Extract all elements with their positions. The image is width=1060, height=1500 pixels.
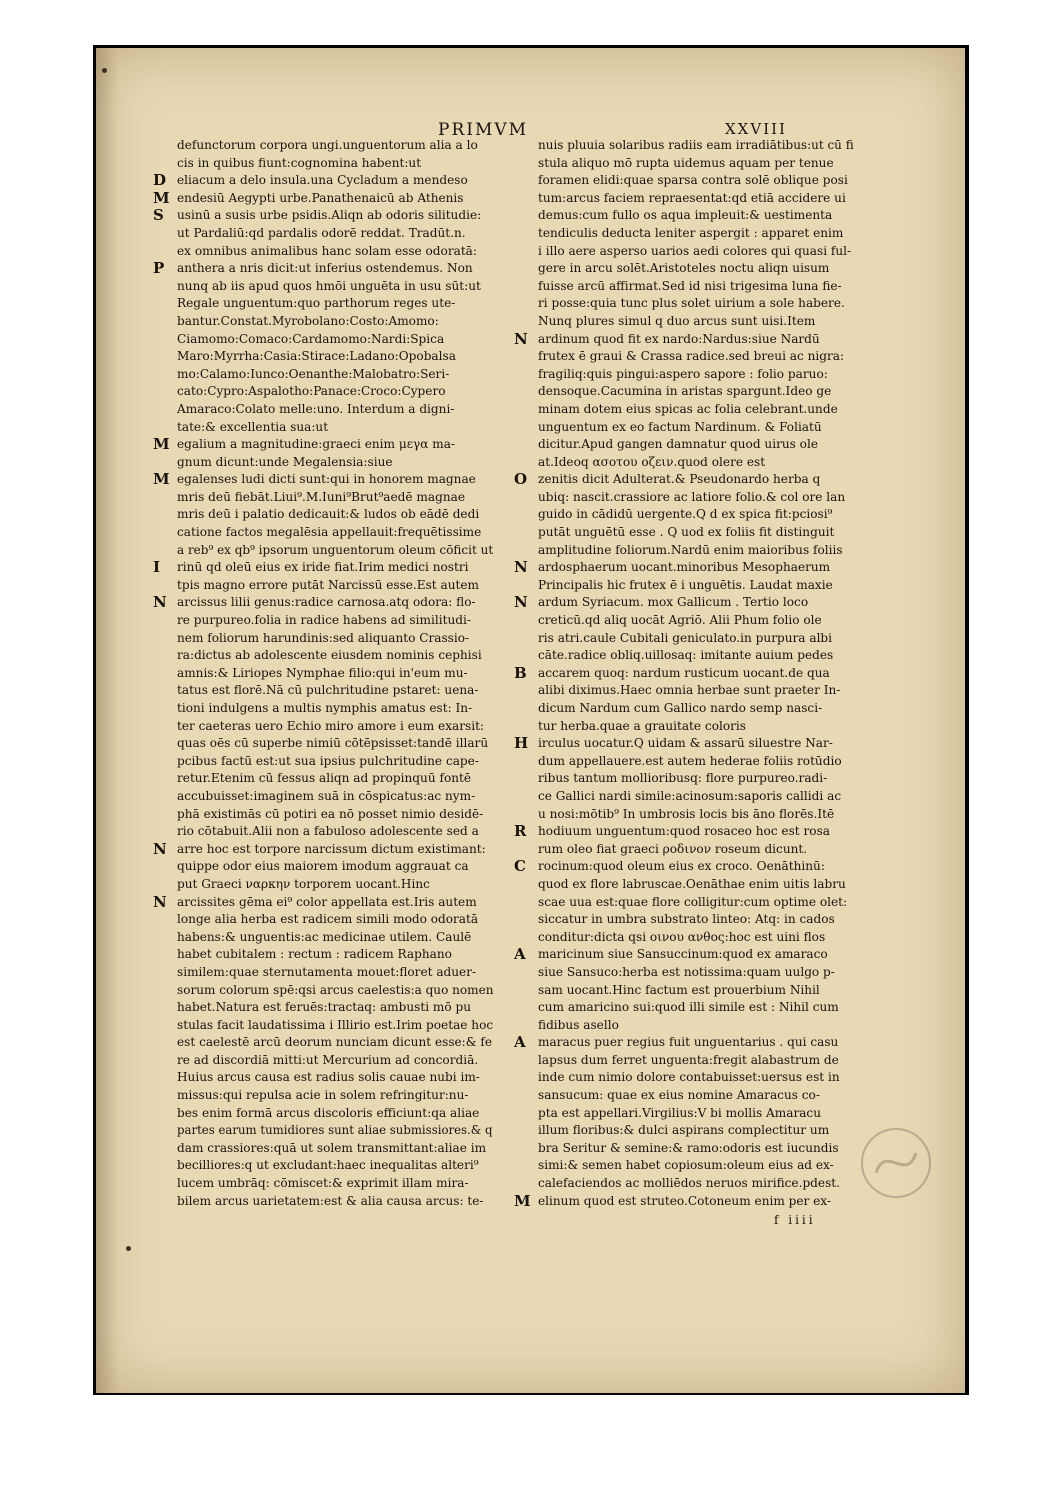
marginal-initial: D [153,171,167,190]
text-line [514,1034,854,1052]
line-text: put Graeci ναρκην torporem uocant.Hinc [177,876,430,891]
marginal-initial: R [514,822,527,841]
marginal-initial: N [514,329,528,348]
text-line [153,542,493,560]
line-text: quod ex flore labruscae.Oenāthae enim uitis labru [538,876,846,891]
line-text: guido in cādidū uergente.Q d ex spica fit:pciosi⁹ [538,507,833,522]
line-text: unguentum ex eo factum Nardinum. & Foliatū [538,419,822,434]
text-column-right [514,137,854,1210]
line-text: nunq ab iis apud quos hmōi unguēta in usu sūt:ut [177,278,481,293]
line-text: arre hoc est torpore narcissum dictum existimant: [177,841,486,856]
library-stamp [856,1123,936,1203]
line-text: tpis magno errore putāt Narcissū esse.Est autem [177,577,479,592]
line-text: ardinum quod fit ex nardo:Nardus:siue Nardū [538,331,820,346]
line-text: dam crassiores:quā ut solem transmittant:aliae im [177,1140,487,1155]
text-line [153,718,493,736]
line-text: a reb⁹ ex qb⁹ ipsorum unguentorum oleum cōficit ut [177,542,494,557]
text-line [153,225,493,243]
line-text: i illo aere asperso uarios aedi colores qui quasi ful- [538,243,852,258]
line-text: egalenses ludi dicti sunt:qui in honorem magnae [177,472,476,487]
line-text: ri posse:quia tunc plus solet uirium a sole habere. [538,296,845,311]
line-text: densoque.Cacumina in aristas spargunt.Ideo ge [538,384,832,399]
line-text: longe alia herba est radicem simili modo odoratā [177,912,479,927]
line-text: alibi diximus.Haec omnia herbae sunt praeter In- [538,683,841,698]
marginal-initial: N [153,593,167,612]
text-line [153,682,493,700]
text-line [514,700,854,718]
text-line [153,594,493,612]
line-text: sansucum: quae ex eius nomine Amaracus co- [538,1088,820,1103]
text-line [514,823,854,841]
text-line [153,313,493,331]
text-line [153,489,493,507]
signature-mark: f iiii [774,1213,816,1227]
line-text: ex omnibus animalibus hanc solam esse odoratā: [177,243,477,258]
text-line [514,946,854,964]
text-line [153,946,493,964]
line-text: ardum Syriacum. mox Gallicum . Tertio loco [538,595,809,610]
line-text: siue Sansuco:herba est notissima:quam uulgo p- [538,964,835,979]
text-line [514,366,854,384]
text-line [514,682,854,700]
text-line [153,295,493,313]
line-text: quippe odor eius maiorem imodum aggrauat ca [177,859,469,874]
text-line [153,612,493,630]
line-text: ardosphaerum uocant.minoribus Mesophaerum [538,560,831,575]
page-gutter-shadow [96,48,118,1393]
text-line [153,1034,493,1052]
line-text: pcibus factū est:ut sua ipsius pulchritudine cape- [177,753,479,768]
line-text: cato:Cypro:Aspalotho:Panace:Croco:Cypero [177,384,446,399]
line-text: habet cubitalem : rectum : radicem Raphano [177,947,452,962]
marginal-initial: P [153,259,165,278]
text-line [514,542,854,560]
line-text: lapsus dum ferret unguenta:fregit alabastrum de [538,1052,839,1067]
text-line [514,471,854,489]
marginal-initial: N [514,593,528,612]
text-line [153,401,493,419]
text-line [514,1193,854,1211]
line-text: gere in arcu solēt.Aristoteles noctu aliqn uisum [538,261,830,276]
text-line [514,964,854,982]
line-text: nuis pluuia solaribus radiis eam irradiātibus:ut cū fi [538,138,854,152]
line-text: stulas facit laudatissima i Illirio est.Irim poetae hoc [177,1017,494,1032]
line-text: rum oleo fiat graeci ροδινον roseum dicunt. [538,841,808,856]
line-text: mo:Calamo:Iunco:Oenanthe:Malobatro:Seri- [177,366,450,381]
text-line [153,753,493,771]
line-text: defunctorum corpora ungi.unguentorum alia a lo [177,138,478,152]
line-text: endesiū Aegypti urbe.Panathenaicū ab Athenis [177,190,464,205]
line-text: dum appellauere.est autem hederae foliis rotūdio [538,753,842,768]
text-line [153,190,493,208]
text-line [514,894,854,912]
line-text: becilliores:q ut excludant:haec inequalitas alteri⁹ [177,1158,479,1173]
line-text: habet.Natura est feruēs:tractaq: ambusti mō pu [177,1000,472,1015]
marginal-initial: N [153,839,167,858]
text-line [514,506,854,524]
line-text: tate:& excellentia sua:ut [177,419,329,434]
text-line [514,577,854,595]
line-text: stula aliquo mō rupta uidemus aquam per tenue [538,155,834,170]
text-line [153,137,493,155]
line-text: bra Seritur & semine:& ramo:odoris est iucundis [538,1140,839,1155]
text-line [153,577,493,595]
line-text: bes enim formā arcus discoloris efficiunt:qa aliae [177,1105,480,1120]
text-column-left [153,137,493,1210]
text-line [514,243,854,261]
line-text: foramen elidi:quae sparsa contra solē oblique posi [538,173,848,188]
book-page [96,48,965,1393]
text-line [514,911,854,929]
line-text: rocinum:quod oleum eius ex croco. Oenāthinū: [538,859,825,874]
text-line [153,348,493,366]
text-line [514,260,854,278]
line-text: at.Ideoq ασοτου οζειν.quod olere est [538,454,766,469]
line-text: hodiuum unguentum:quod rosaceo hoc est rosa [538,824,830,839]
line-text: gnum dicunt:unde Megalensia:siue [177,454,393,469]
line-text: eliacum a delo insula.una Cycladum a mendeso [177,173,468,188]
line-text: retur.Etenim cū fessus aliqn ad propinquū fontē [177,771,472,786]
line-text: creticū.qd aliq uocāt Agriō. Alii Phum folio ole [538,613,822,628]
line-text: bantur.Constat.Myrobolano:Costo:Amomo: [177,313,439,328]
line-text: ut Pardaliū:qd pardalis odorē reddat. Tradūt.n. [177,225,466,240]
text-line [153,366,493,384]
line-text: anthera a nris dicit:ut inferius ostendemus. Non [177,261,473,276]
text-line [514,1087,854,1105]
line-text: ra:dictus ab adolescente eiusdem nominis cephisi [177,648,482,663]
text-line [153,858,493,876]
line-text: usinū a susis urbe psidis.Aliqn ab odoris silitudie: [177,208,482,223]
line-text: fuisse arcū affirmat.Sed id nisi trigesima luna fie- [538,278,842,293]
line-text: sorum colorum spē:qsi arcus caelestis:a quo nomen [177,982,494,997]
line-text: tendiculis deducta leniter aspergit : apparet enim [538,225,844,240]
text-line [514,137,854,155]
line-text: putāt unguētū esse . Q uod ex foliis fit distinguit [538,525,835,540]
line-text: cāte.radice obliq.uillosaq: imitante auium pedes [538,648,834,663]
line-text: ter caeteras uero Echio miro amore i eum exarsit: [177,718,485,733]
text-line [514,753,854,771]
line-text: habens:& unguentis:ac medicinae utilem. Caulē [177,929,472,944]
text-line [514,331,854,349]
line-text: Nunq plures simul q duo arcus sunt uisi.Item [538,313,816,328]
text-line [153,383,493,401]
text-line [153,894,493,912]
line-text: lucem umbrāq: cōmiscet:& exprimit illam mira- [177,1176,469,1191]
line-text: inde cum nimio dolore contabuisset:uersus est in [538,1070,840,1085]
line-text: Huius arcus causa est radius solis cauae nubi im- [177,1070,480,1085]
line-text: illum floribus:& dulci aspirans complectitur um [538,1123,830,1138]
line-text: egalium a magnitudine:graeci enim μεγα ma- [177,437,455,452]
line-text: simi:& semen habet copiosum:oleum eius ad ex- [538,1158,834,1173]
folio-number: XXVIII [725,120,787,138]
text-line [514,1175,854,1193]
text-line [153,788,493,806]
line-text: Principalis hic frutex ē i unguētis. Laudat maxie [538,577,833,592]
text-line [514,630,854,648]
line-text: Regale unguentum:quo parthorum reges ute- [177,296,456,311]
text-line [153,1069,493,1087]
text-line [153,331,493,349]
text-line [514,489,854,507]
text-line [153,647,493,665]
line-text: Maro:Myrrha:Casia:Stirace:Ladano:Opobalsa [177,349,456,364]
text-line [153,1017,493,1035]
line-text: tioni indulgens a multis nymphis amatus est: In- [177,701,473,715]
text-line [514,225,854,243]
line-text: Ciamomo:Comaco:Cardamomo:Nardi:Spica [177,331,445,346]
text-line [514,524,854,542]
text-line [153,172,493,190]
running-title: PRIMVM [438,120,529,140]
line-text: tur herba.quae a grauitate coloris [538,718,746,733]
text-line [514,1122,854,1140]
marginal-initial: A [514,945,526,964]
text-line [514,876,854,894]
marginal-initial: M [153,188,170,207]
line-text: tatus est florē.Nā cū pulchritudine pstaret: uena- [177,683,479,698]
line-text: re purpureo.folia in radice habens ad similitudi- [177,613,471,628]
line-text: mris deū fiebāt.Liui⁹.M.Iuni⁹Brut⁹aedē magnae [177,489,465,504]
line-text: est caelestē arcū deorum nunciam dicunt esse:& fe [177,1035,492,1050]
line-text: ubiq: nascit.crassiore ac latiore folio.& col ore lan [538,489,846,504]
line-text: nem foliorum harundinis:sed aliquanto Crassio- [177,630,470,645]
text-line [514,929,854,947]
line-text: zenitis dicit Adulterat.& Pseudonardo herba q [538,472,821,487]
text-line [514,295,854,313]
marginal-initial: I [153,558,161,577]
text-line [514,454,854,472]
line-text: sam uocant.Hinc factum est prouerbium Nihil [538,982,820,997]
text-line [514,190,854,208]
text-line [514,647,854,665]
text-line [514,858,854,876]
text-line [514,770,854,788]
line-text: u nosi:mōtib⁹ In umbrosis locis bis āno florēs.Itē [538,806,835,821]
text-line [514,735,854,753]
line-text: ribus tantum mollioribusq: flore purpureo.radi- [538,771,828,786]
text-line [153,929,493,947]
text-line [153,982,493,1000]
marginal-initial: M [514,1191,531,1210]
text-line [153,454,493,472]
text-line [514,612,854,630]
marginal-initial: C [514,857,526,876]
text-line [153,1157,493,1175]
text-line [153,1087,493,1105]
text-line [153,806,493,824]
text-line [514,999,854,1017]
text-line [153,155,493,173]
text-line [153,630,493,648]
text-line [514,172,854,190]
text-line [153,559,493,577]
line-text: fragiliq:quis pingui:aspero sapore : folio paruo: [538,366,828,381]
line-text: dicum Nardum cum Gallico nardo semp nasci- [538,701,823,715]
line-text: missus:qui repulsa acie in solem refringitur:nu- [177,1088,469,1103]
text-line [153,260,493,278]
text-line [153,1105,493,1123]
text-line [153,524,493,542]
text-line [514,383,854,401]
line-text: phā existimās cū potiri ea nō posset nimio desidē- [177,806,484,821]
line-text: catione factos megalēsia appellauit:frequētissime [177,525,482,540]
marginal-initial: M [153,435,170,454]
text-line [153,1193,493,1211]
text-line [153,243,493,261]
text-line [514,594,854,612]
line-text: quas oēs cū superbe nimiū cōtēpsisset:tandē illarū [177,736,489,751]
text-line [514,1069,854,1087]
text-line [153,876,493,894]
line-text: re ad discordiā mitti:ut Mercurium ad concordiā. [177,1052,479,1067]
line-text: amplitudine foliorum.Nardū enim maioribus foliis [538,542,843,557]
text-line [153,436,493,454]
line-text: minam dotem eius spicas ac folia celebrant.unde [538,401,838,416]
text-line [514,559,854,577]
text-line [514,841,854,859]
text-line [153,911,493,929]
line-text: irculus uocatur.Q uidam & assarū siluestre Nar- [538,736,833,751]
line-text: conditur:dicta qsi οινου ανθος:hoc est uini flos [538,929,826,944]
line-text: elinum quod est struteo.Cotoneum enim per ex- [538,1193,832,1208]
marginal-initial: B [514,663,527,682]
line-text: Amaraco:Colato melle:uno. Interdum a digni- [177,401,455,416]
marginal-initial: H [514,734,529,753]
line-text: rinū qd oleū eius ex iride fiat.Irim medici nostri [177,560,469,575]
text-line [514,982,854,1000]
text-line [153,665,493,683]
text-line [153,964,493,982]
text-line [153,735,493,753]
text-line [514,278,854,296]
line-text: maricinum siue Sansuccinum:quod ex amaraco [538,947,828,962]
text-line [514,1105,854,1123]
text-line [153,700,493,718]
line-text: partes earum tumidiores sunt aliae submissiores.& q [177,1123,493,1138]
text-line [514,788,854,806]
line-text: pta est appellari.Virgilius:V bi mollis Amaracu [538,1105,821,1120]
text-line [153,1122,493,1140]
text-line [514,207,854,225]
marginal-initial: N [153,892,167,911]
line-text: fidibus asello [538,1017,619,1032]
text-line [153,471,493,489]
text-line [153,207,493,225]
worm-hole [126,1246,131,1251]
text-line [153,278,493,296]
text-line [153,506,493,524]
line-text: siccatur in umbra substrato linteo: Atq: in cados [538,912,835,927]
line-text: dicitur.Apud gangen damnatur quod uirus ole [538,437,818,452]
line-text: ris atri.caule Cubitali geniculato.in purpura albi [538,630,833,645]
line-text: amnis:& Liriopes Nymphae filio:qui in'eum mu- [177,665,468,680]
text-line [514,1140,854,1158]
line-text: arcissus lilii genus:radice carnosa.atq odora: flo- [177,595,476,610]
line-text: arcissites gēma ei⁹ color appellata est.Iris autem [177,894,477,909]
line-text: ce Gallici nardi simile:acinosum:saporis callidi ac [538,788,842,803]
line-text: similem:quae sternutamenta mouet:floret aduer- [177,964,477,979]
text-line [153,1140,493,1158]
text-line [153,841,493,859]
text-line [514,401,854,419]
line-text: demus:cum fullo os aqua impleuit:& uestimenta [538,208,833,223]
text-line [153,770,493,788]
line-text: cis in quibus fiunt:cognomina habent:ut [177,155,422,170]
text-line [514,419,854,437]
text-line [514,1157,854,1175]
text-line [514,665,854,683]
line-text: cum amaricino sui:quod illi simile est : Nihil cum [538,1000,839,1015]
marginal-initial: A [514,1033,526,1052]
line-text: frutex ē graui & Crassa radice.sed breui ac nigra: [538,349,845,364]
line-text: tum:arcus faciem repraesentat:qd etiā accidere ui [538,190,846,205]
text-line [514,313,854,331]
marginal-initial: S [153,206,164,225]
text-line [153,1052,493,1070]
marginal-initial: N [514,558,528,577]
line-text: bilem arcus uarietatem:est & alia causa arcus: te- [177,1193,484,1208]
text-line [514,155,854,173]
line-text: rio cōtabuit.Alii non a fabuloso adolescente sed a [177,824,479,839]
line-text: mris deū i palatio dedicauit:& ludos ob eādē dedi [177,507,480,522]
text-line [514,436,854,454]
text-line [153,823,493,841]
line-text: accarem quoq: nardum rusticum uocant.de qua [538,665,830,680]
line-text: scae uua est:quae flore colligitur:cum optime olet: [538,894,848,909]
marginal-initial: M [153,470,170,489]
line-text: calefaciendos ac molliēdos neruos mirifice.pdest. [538,1176,840,1191]
line-text: accubuisset:imaginem suā in cōspicatus:ac nym- [177,788,476,803]
text-line [514,1017,854,1035]
marginal-initial: O [514,470,528,489]
text-line [514,718,854,736]
worm-hole [102,68,107,73]
line-text: maracus puer regius fuit unguentarius . qui casu [538,1035,839,1050]
text-line [153,999,493,1017]
text-line [514,806,854,824]
text-line [153,419,493,437]
text-line [153,1175,493,1193]
text-line [514,1052,854,1070]
text-line [514,348,854,366]
